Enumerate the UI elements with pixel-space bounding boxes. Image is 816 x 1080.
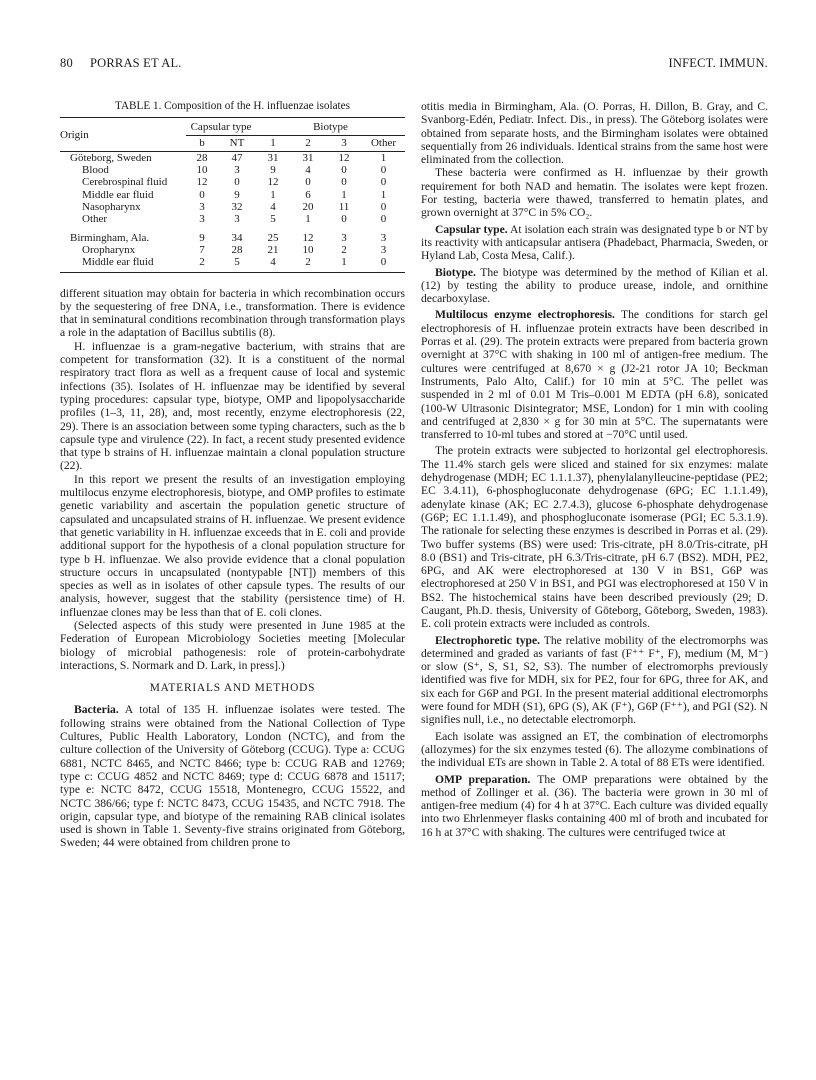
row-value: 3	[199, 201, 205, 214]
section-title: MATERIALS AND METHODS	[149, 682, 316, 695]
composition-table	[60, 117, 405, 272]
run-head-mee: Multilocus enzyme electrophoresis.	[435, 308, 615, 322]
row-value: 10	[196, 164, 208, 177]
run-head-capsular: Capsular type.	[435, 222, 508, 236]
page-number: 80	[60, 56, 73, 70]
row-value: 3	[234, 164, 240, 177]
row-value: 0	[305, 176, 311, 189]
row-value: 3	[199, 213, 205, 226]
paragraph-bacteria	[60, 703, 405, 849]
row-value: 0	[341, 176, 347, 189]
running-authors: PORRAS ET AL.	[90, 56, 182, 70]
row-value: 1	[305, 213, 311, 226]
right-column	[421, 100, 768, 839]
row-value: 1	[380, 188, 387, 201]
capsular-text: At isolation each strain was designated type b or NT by its reactivity with anticapsular antisera (Phadebact, Pharmacia, Sweden, or Hyland Lab, Costa Mesa, Calif.).	[421, 222, 768, 263]
table-row	[60, 164, 405, 176]
row-value: 6	[305, 188, 311, 201]
bacteria-text: A total of 135 H. influenzae isolates were tested. The following strains were obtained from the National Collection of Type Cultures, Public Health Laboratory, London (NCTC), and from the culture collection of the University of Göteborg (CCUG). Type a: CCUG 6881, NCTC 8465, and NCTC 8466; type b: CCUG RAB and 12769; type c: CCUG 4852 and NCTC 8469; type d: CCUG 6878 and 15117; type e: NCTC 8472, CCUG 15518, Montenegro, CCUG 15522, and NCTC 386/66; type f: NCTC 8473, CCUG 15435, and NCTC 7918. The origin, capsular type, and biotype of the remaining RAB clinical isolates used is shown in Table 1. Seventy-five strains originated from Göteborg, Sweden; 44 were obtained from children prone to	[60, 703, 405, 850]
row-value: 2	[341, 243, 347, 256]
row-value: 10	[302, 243, 314, 256]
subheader-2: 2	[290, 135, 326, 151]
row-value: 4	[270, 201, 276, 214]
row-value: 0	[234, 176, 240, 189]
row-value: 11	[338, 201, 350, 214]
table-body	[60, 151, 405, 272]
paragraph-omp	[421, 773, 768, 839]
row-value: 31	[267, 151, 279, 164]
et-text: The relative mobility of the electromorphs was determined and graded as variants of fast (F⁺⁺ F⁺, F), medium (M, M⁻) or slow (S⁺, S, S1, S2, S3). The number of electromorphs previously identified was five for MDH, six for PE2, four for 6PG, three for AK, and six each for G6P and PGI. In the present material additional electromorphs were found for MDH (S1), 6PG (S), AK (F⁺), G6P (F⁺⁺), and PGI (S2). N signifies null, i.e., no detectable electromorph.	[421, 633, 768, 727]
row-value: 5	[218, 256, 256, 272]
subheader-3: 3	[326, 135, 362, 151]
table-row	[60, 151, 405, 164]
subheader-1: 1	[256, 135, 290, 151]
row-value: 0	[380, 201, 387, 214]
row-value: 25	[267, 231, 279, 244]
paragraph-selected-aspects: (Selected aspects of this study were presented in June 1985 at the Federation of European Microbiology Societies meeting [Molecular biology of microbial pathogenesis: role of protein-carbohydrate interactions, S. Normark and D. Lark, in press].)	[60, 618, 405, 672]
subheader-b: b	[186, 135, 218, 151]
row-value: 1	[341, 188, 347, 201]
run-head-biotype: Biotype.	[435, 265, 476, 279]
biotype-text: The biotype was determined by the method of Kilian et al. (12) by testing the ability to produce urease, indole, and ornithine decarboxylase.	[421, 265, 768, 306]
paragraph-mee	[421, 308, 768, 441]
row-value: 12	[267, 176, 279, 189]
row-value: 3	[341, 231, 347, 244]
paragraph-otitis: otitis media in Birmingham, Ala. (O. Porras, H. Dillon, B. Gray, and C. Svanborg-Edén, Pediatr. Infect. Dis., in press). The Göteborg isolates were obtained from separate hosts, and the Birmingham isolates were obtained sequentially from 26 individuals. Identical strains from the same host were eliminated from the collection.	[421, 100, 768, 167]
row-value: 9	[199, 231, 205, 244]
header-capsular-type: Capsular type	[186, 118, 256, 135]
row-value: 3	[234, 213, 240, 226]
row-value: 7	[199, 243, 205, 256]
table-row	[60, 256, 405, 272]
row-value: 0	[341, 164, 347, 177]
row-value: 4	[256, 256, 290, 272]
row-value: 47	[231, 151, 243, 164]
row-value: 1	[326, 256, 362, 272]
run-head-et: Electrophoretic type.	[435, 633, 540, 647]
run-head-bacteria: Bacteria.	[74, 703, 119, 717]
row-value: 5	[270, 213, 276, 226]
row-value: 34	[231, 231, 243, 244]
row-value: 3	[380, 231, 387, 244]
table-row	[60, 213, 405, 225]
run-head-omp: OMP preparation.	[435, 772, 531, 786]
row-value: 0	[380, 176, 387, 189]
row-origin: Birmingham, Ala.	[70, 231, 150, 244]
paragraph-intro-cont: different situation may obtain for bacteria in which recombination occurs by the sequestering of free DNA, i.e., transformation. There is evidence that in seminatural conditions recombination through transformation plays a role in the adaptation of Bacillus subtilis (8).	[60, 286, 405, 340]
row-value: 2	[186, 256, 218, 272]
paragraph-this-report: In this report we present the results of an investigation employing multilocus enzyme electrophoresis, biotype, and OMP profiles to estimate genetic variability and ascertain the population genetic structure of capsulated and uncapsulated strains of H. influenzae. We present evidence that genetic variability in H. influenzae exceeds that in E. coli and provide additional support for the hypothesis of a clonal population structure for type b H. influenzae. We also provide evidence that a clonal population structure occurs in uncapsulated (nontypable [NT]) members of this species as well as in isolates of other capsule types. The results of our analysis, however, suggest that the stability (persistence time) of H. influenzae clones may be less than that of E. coli clones.	[60, 472, 405, 619]
row-origin: Blood	[82, 164, 109, 177]
row-origin: Other	[82, 213, 108, 226]
table-header-row	[60, 118, 405, 135]
row-value: 0	[380, 164, 387, 177]
row-value: 3	[380, 243, 387, 256]
row-origin: Middle ear fluid	[60, 256, 186, 272]
row-value: 12	[196, 176, 208, 189]
table-row	[60, 232, 405, 244]
paragraph-electrophoretic-type	[421, 634, 768, 727]
table-row	[60, 244, 405, 256]
row-origin: Middle ear fluid	[82, 188, 154, 201]
row-value: 0	[199, 188, 205, 201]
paragraph-h-influenzae: H. influenzae is a gram-negative bacterium, with strains that are competent for transformation (32). It is a constituent of the normal respiratory tract flora as well as a frequent cause of local and systemic infections (35). Isolates of H. influenzae may be identified by several typing procedures: capsular type, biotype, OMP and lipopolysaccharide profiles (1–3, 11, 28), and, most recently, enzyme electrophoresis (22, 29). There is an association between some typing characters, such as the b capsule type and virulence (22). In fact, a recent study presented evidence that type b strains of H. influenzae maintain a clonal population structure (22).	[60, 339, 405, 473]
row-origin: Oropharynx	[82, 243, 136, 256]
row-value: 12	[338, 151, 350, 164]
row-origin: Göteborg, Sweden	[70, 151, 152, 164]
mee-text: The conditions for starch gel electrophoresis of H. influenzae protein extracts have been described in Porras et al. (29). The protein extracts were prepared from bacteria grown overnight at 37°C with shaking in 100 ml of antigen-free medium. The cultures were centrifuged at 8,670 × g (J2-21 rotor JA 10; Beckman Instruments, Palo Alto, Calif.) for 10 min at 5°C. The pellet was suspended in 2 ml of 0.01 M Tris–0.001 M EDTA (pH 6.8), sonicated (100-W Ultrasonic Disintegrator; MSE, London) for 1 min with cooling and centrifuged at 2,830 × g for 30 min at 5°C. The supernatants were transferred to 10-ml tubes and stored at −70°C until used.	[421, 308, 768, 442]
row-value: 12	[302, 231, 314, 244]
running-header	[60, 56, 768, 76]
header-biotype: Biotype	[256, 118, 405, 135]
subheader-nt: NT	[218, 135, 256, 151]
row-value: 31	[302, 151, 314, 164]
row-value: 0	[362, 256, 405, 272]
row-value: 4	[305, 164, 311, 177]
paragraph-capsular-type	[421, 223, 768, 263]
row-value: 32	[231, 201, 243, 214]
row-value: 9	[234, 188, 240, 201]
row-value: 1	[380, 151, 387, 164]
paragraph-et-assignment: Each isolate was assigned an ET, the combination of electromorphs (allozymes) for the six enzymes tested (6). The allozyme combinations of the individual ETs are shown in Table 2. A total of 88 ETs were identified.	[421, 729, 768, 770]
row-value: 20	[302, 201, 314, 214]
paragraph-biotype	[421, 266, 768, 306]
table-row	[60, 176, 405, 188]
row-value: 2	[290, 256, 326, 272]
row-value: 0	[341, 213, 347, 226]
journal-name: INFECT. IMMUN.	[668, 56, 768, 70]
row-origin: Nasopharynx	[82, 201, 141, 214]
subheader-other: Other	[362, 135, 405, 151]
row-value: 0	[380, 213, 387, 226]
table-row	[60, 189, 405, 201]
table-row	[60, 201, 405, 213]
row-value: 28	[196, 151, 208, 164]
omp-text: The OMP preparations were obtained by the method of Zollinger et al. (36). The bacteria were grown in 30 ml of antigen-free medium (4) for 4 h at 37°C. Each culture was divided equally into two Ehrlenmeyer flasks containing 400 ml of broth and incubated for 16 h at 37°C with shaking. The cultures were centrifuged twice at	[421, 772, 769, 839]
table-caption: TABLE 1. Composition of the H. influenzae isolates	[115, 100, 350, 112]
row-value: 9	[270, 164, 276, 177]
row-value: 1	[270, 188, 276, 201]
left-column	[60, 100, 405, 850]
header-origin: Origin	[60, 118, 186, 152]
paragraph-protein-extracts: The protein extracts were subjected to horizontal gel electrophoresis. The 11.4% starch gels were sliced and stained for six enzymes: malate dehydrogenase (MDH; EC 1.1.1.37), phenylalanylleucine-peptidase (PE2; EC 3.4.11), 6-phosphogluconate dehydrogenase (6PG; EC 1.1.1.49), adenylate kinase (AK; EC 2.7.4.3), glucose 6-phosphate dehydrogenase (G6P; EC 1.1.1.49), and phosphogluconate isomerase (PGI; EC 5.3.1.9). The rationale for selecting these enzymes is described in Porras et al. (29). Two buffer systems (BS) were used: Tris-citrate, pH 8.0/Tris-citrate, pH 8.0 (BS1) and Tris-citrate, pH 6.3/Tris-citrate, pH 6.7 (BS2). MDH, PE2, 6PG, and AK were electrophoresed at 130 V in BS1, G6P was electrophoresed at 250 V in BS1, and PGI was electrophoresed at 150 V in BS2. The histochemical stains have been described previously (29; D. Caugant, Ph.D. thesis, University of Göteborg, Göteborg, Sweden, 1983). E. coli protein extracts were included as controls.	[421, 444, 768, 631]
row-value: 21	[267, 243, 279, 256]
paragraph-confirmed: These bacteria were confirmed as H. influenzae by their growth requirement for both NAD and hematin. The isolates were kept frozen. For testing, bacteria were thawed, transferred to hematin plates, and grown overnight at 37°C in 5% CO₂.	[421, 166, 768, 220]
row-origin: Cerebrospinal fluid	[82, 176, 168, 189]
row-value: 28	[231, 243, 243, 256]
